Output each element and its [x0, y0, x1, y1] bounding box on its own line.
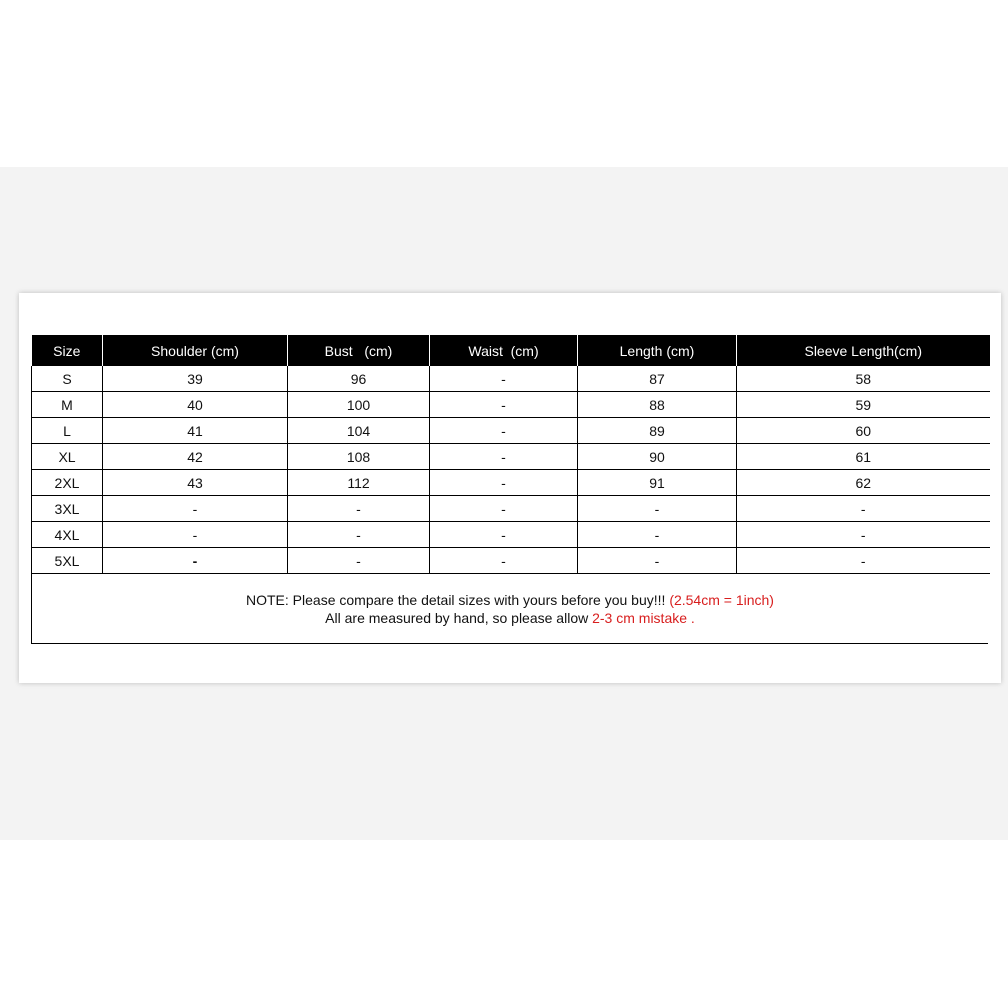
- cell-sleeve-length: -: [737, 496, 990, 522]
- note-tolerance: 2-3 cm mistake: [592, 610, 688, 626]
- table-row: [32, 392, 990, 418]
- header-length: Length (cm): [578, 335, 737, 366]
- cell-length: -: [578, 522, 737, 548]
- header-shoulder: Shoulder (cm): [103, 335, 288, 366]
- cell-waist: -: [430, 496, 578, 522]
- cell-waist: -: [430, 392, 578, 418]
- cell-shoulder: -: [103, 522, 288, 548]
- header-bust: Bust (cm): [288, 335, 430, 366]
- note-line-2-text: All are measured by hand, so please allow: [325, 610, 593, 626]
- cell-waist: -: [430, 418, 578, 444]
- cell-length: 89: [578, 418, 737, 444]
- table-row: [32, 522, 990, 548]
- cell-size: S: [32, 366, 103, 392]
- cell-sleeve-length: 58: [737, 366, 990, 392]
- cell-length: 91: [578, 470, 737, 496]
- cell-bust: -: [288, 548, 430, 574]
- cell-bust: 112: [288, 470, 430, 496]
- note-line-2: [32, 609, 988, 627]
- cell-waist: -: [430, 548, 578, 574]
- cell-bust: 108: [288, 444, 430, 470]
- cell-size: L: [32, 418, 103, 444]
- cell-size: 5XL: [32, 548, 103, 574]
- table-row: [32, 470, 990, 496]
- cell-waist: -: [430, 366, 578, 392]
- cell-size: M: [32, 392, 103, 418]
- header-sleeve-length: Sleeve Length(cm): [737, 335, 990, 366]
- cell-length: 88: [578, 392, 737, 418]
- cell-sleeve-length: 62: [737, 470, 990, 496]
- header-size: Size: [32, 335, 103, 366]
- table-row: [32, 444, 990, 470]
- cell-size: 4XL: [32, 522, 103, 548]
- note-conversion: (2.54cm = 1inch): [669, 592, 774, 608]
- cell-shoulder: 42: [103, 444, 288, 470]
- cell-shoulder: 43: [103, 470, 288, 496]
- table-row: [32, 366, 990, 392]
- cell-sleeve-length: -: [737, 522, 990, 548]
- cell-bust: -: [288, 496, 430, 522]
- size-table: [31, 335, 990, 574]
- note-line-2-end: .: [687, 610, 695, 626]
- cell-shoulder: -: [103, 548, 288, 574]
- table-header-row: [32, 335, 990, 366]
- cell-sleeve-length: -: [737, 548, 990, 574]
- cell-bust: 104: [288, 418, 430, 444]
- note-line-1: [32, 591, 988, 609]
- note-line-1-text: NOTE: Please compare the detail sizes with yours before you buy!!!: [246, 592, 670, 608]
- cell-bust: 96: [288, 366, 430, 392]
- cell-waist: -: [430, 522, 578, 548]
- cell-bust: -: [288, 522, 430, 548]
- cell-waist: -: [430, 444, 578, 470]
- table-row: [32, 548, 990, 574]
- cell-length: 87: [578, 366, 737, 392]
- size-chart-card: [19, 293, 1001, 683]
- size-note: [31, 574, 988, 644]
- cell-sleeve-length: 59: [737, 392, 990, 418]
- cell-shoulder: 40: [103, 392, 288, 418]
- cell-sleeve-length: 61: [737, 444, 990, 470]
- cell-size: 2XL: [32, 470, 103, 496]
- table-row: [32, 418, 990, 444]
- cell-length: -: [578, 496, 737, 522]
- header-waist: Waist (cm): [430, 335, 578, 366]
- cell-sleeve-length: 60: [737, 418, 990, 444]
- cell-length: 90: [578, 444, 737, 470]
- cell-length: -: [578, 548, 737, 574]
- cell-size: XL: [32, 444, 103, 470]
- table-row: [32, 496, 990, 522]
- cell-size: 3XL: [32, 496, 103, 522]
- cell-bust: 100: [288, 392, 430, 418]
- cell-shoulder: 41: [103, 418, 288, 444]
- cell-waist: -: [430, 470, 578, 496]
- cell-shoulder: -: [103, 496, 288, 522]
- cell-shoulder: 39: [103, 366, 288, 392]
